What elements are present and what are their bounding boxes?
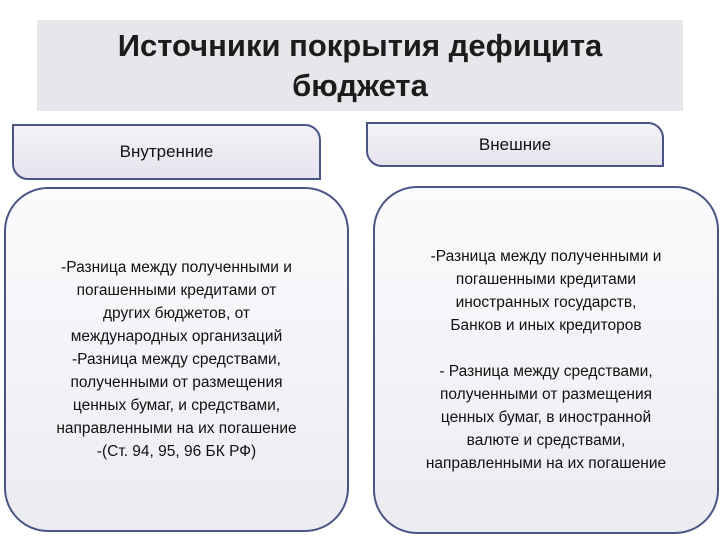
category-internal bbox=[12, 124, 321, 180]
page-title: Источники покрытия дефицита бюджета bbox=[117, 27, 603, 103]
title-box bbox=[37, 20, 683, 111]
category-external bbox=[366, 122, 664, 167]
category-internal-label: Внутренние bbox=[119, 142, 214, 161]
external-sources-text: -Разница между полученными и погашенными кредитами иностранных государств, Банков и иных кредиторов - Разница между средствами, полученными от размещения ценных бумаг, в иностранной валюте и средствами, направленными на их погашение bbox=[425, 248, 667, 472]
category-external-label: Внешние bbox=[478, 134, 552, 154]
internal-sources-text: -Разница между полученными и погашенными кредитами от других бюджетов, от международных организаций -Разница между средствами, полученными от размещения ценных бумаг, и средствами, направленными на их погашение -(Ст. 94, 95, 96 БК РФ) bbox=[56, 259, 297, 460]
internal-sources-panel bbox=[4, 187, 349, 532]
external-sources-panel bbox=[373, 186, 719, 534]
